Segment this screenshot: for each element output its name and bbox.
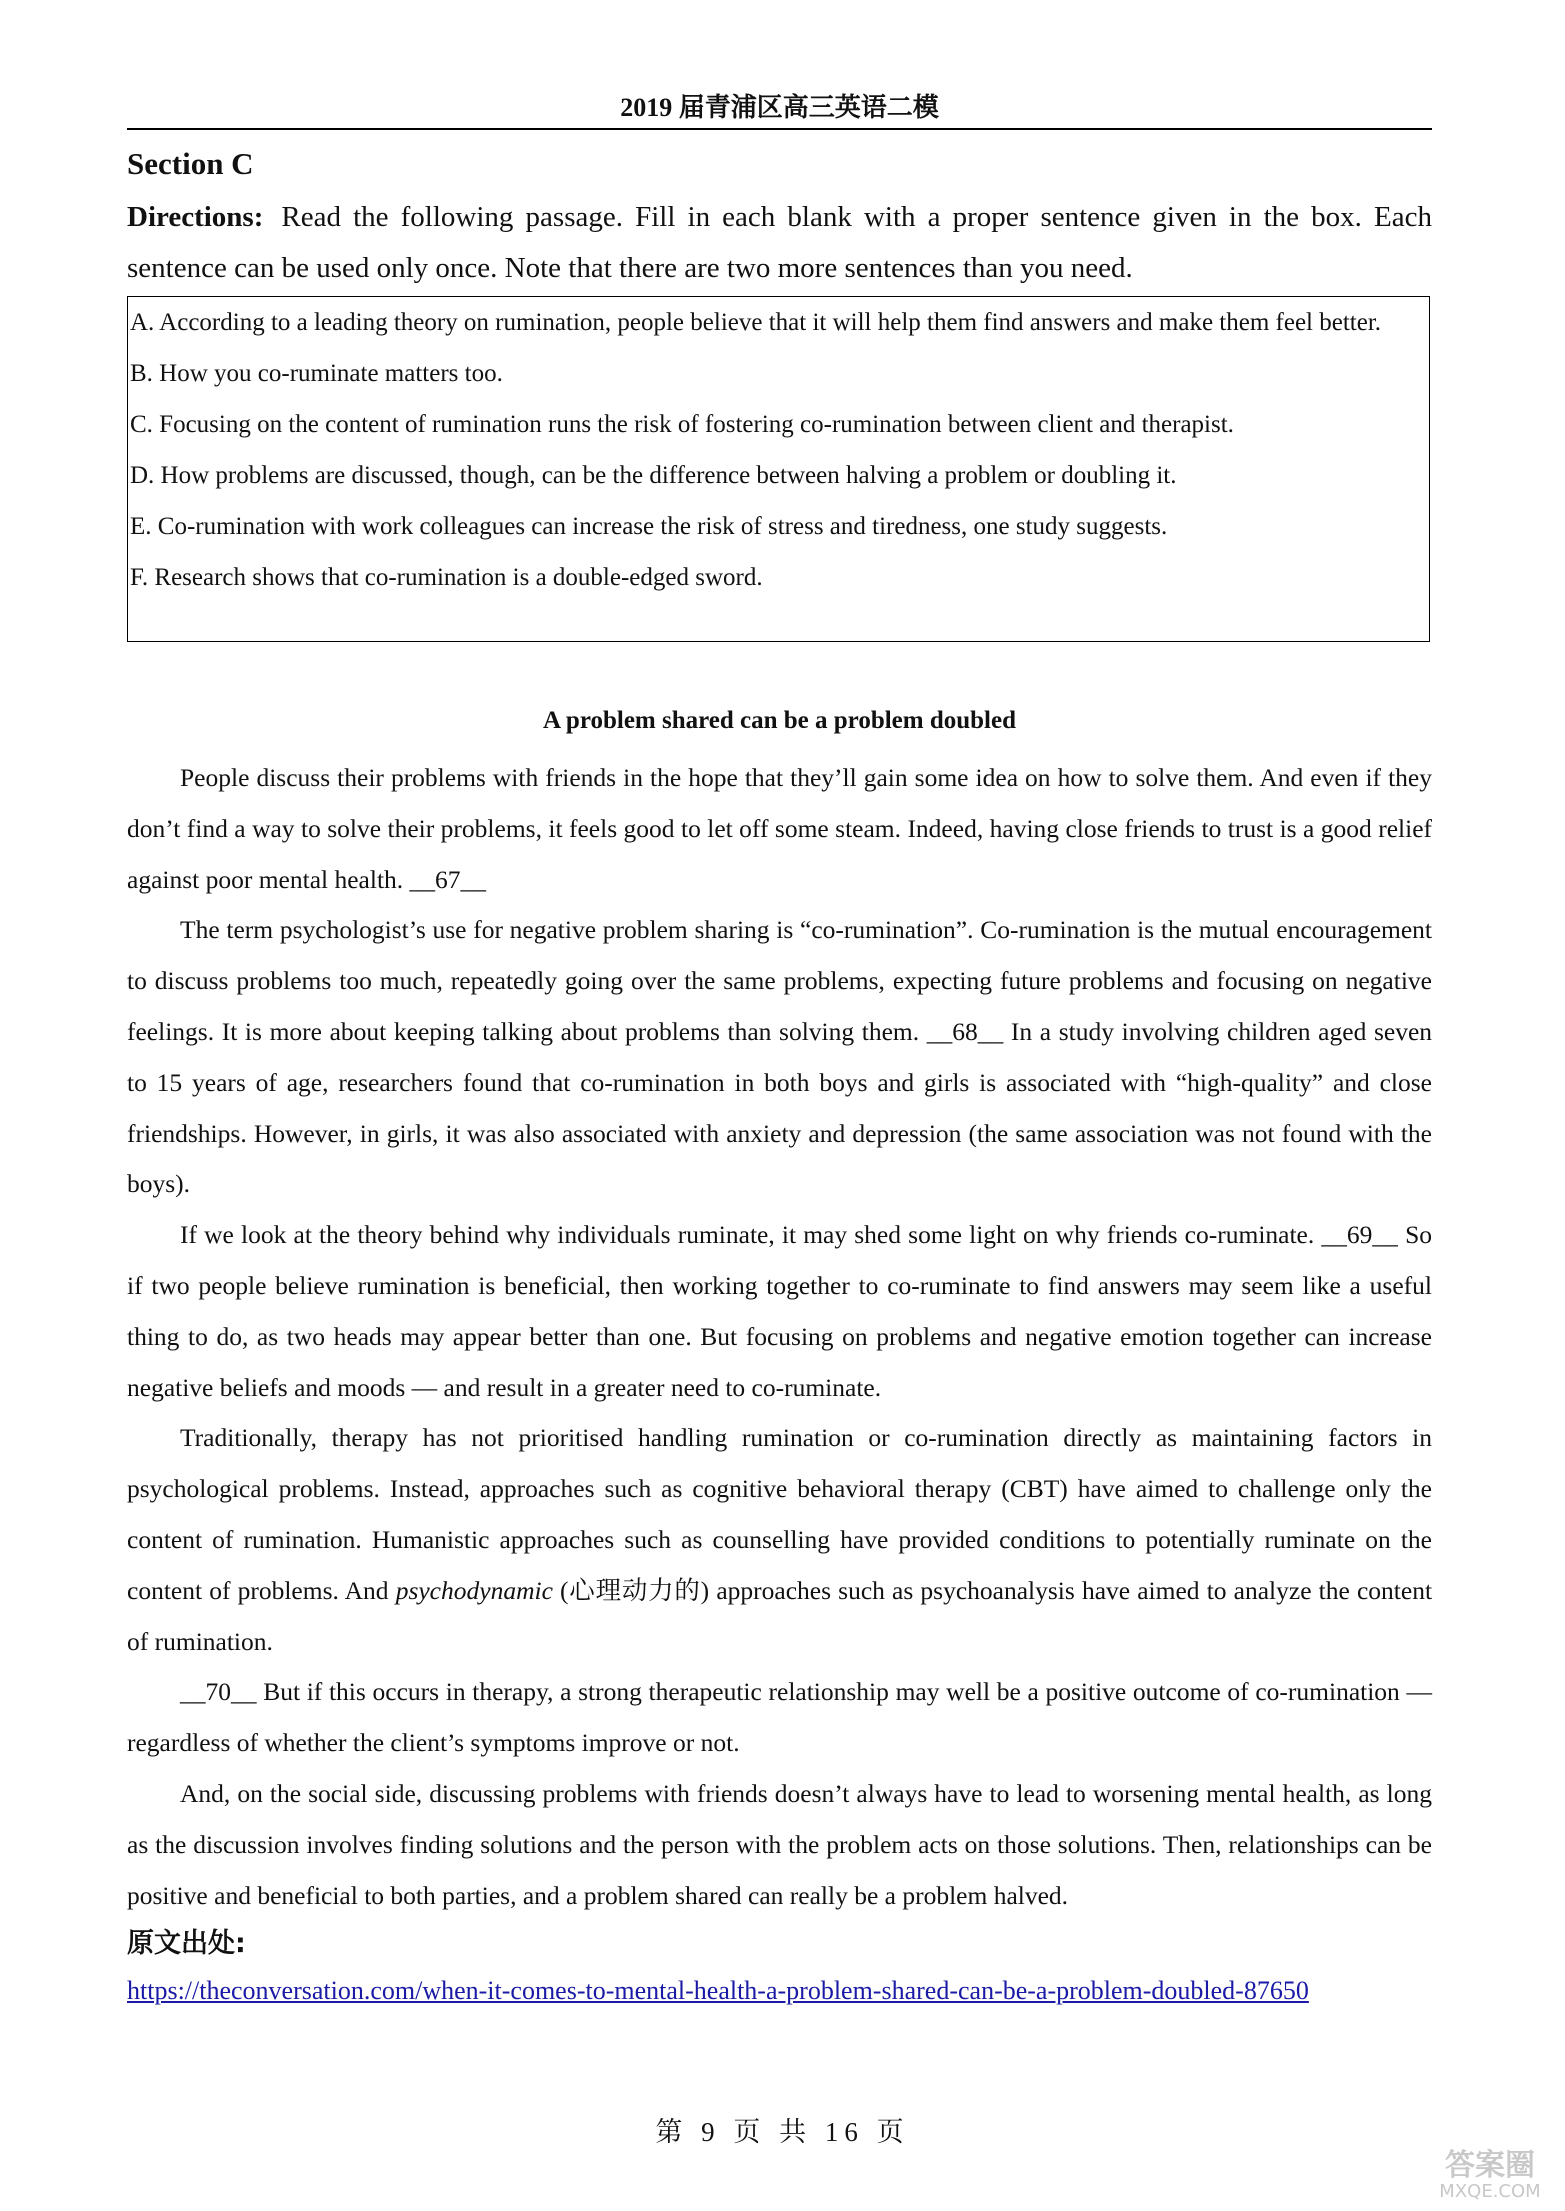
directions-label: Directions: — [127, 201, 264, 233]
paragraph-2-text-after: In a study involving children aged seven to 15 years of age, researchers found that co-rumination in both boys and girls is associated with “high-quality” and close friendships. However, in girls, it was also associated with anxiety and depression (the same association was not found with the boys). — [127, 1016, 1433, 1199]
paragraph-4 — [127, 1413, 1432, 1667]
paragraph-2-text-before: The term psychologist’s use for negative problem sharing is “co-rumination”. Co-rumination is the mutual encouragement to discuss problems too much, repeatedly going over the same problems, expecting future problems and focusing on negative feelings. It is more about keeping talking about problems than solving them. — [127, 915, 1432, 1046]
article-title: A problem shared can be a problem doubled — [543, 707, 1016, 734]
paragraph-4-gloss: (心理动力的) — [560, 1575, 710, 1605]
paragraph-2 — [127, 905, 1432, 1210]
watermark-bottom-text: MXQE.COM — [1439, 2181, 1541, 2202]
paragraph-4-text-after: approaches such as psychoanalysis have aimed to analyze the content of rumination. — [127, 1575, 1433, 1656]
options-box — [127, 296, 1430, 642]
option-a: A. According to a leading theory on rumination, people believe that it will help them find answers and make them feel better. — [130, 309, 1382, 336]
watermark-top-text: 答案圈 — [1445, 2148, 1535, 2183]
option-f: F. Research shows that co-rumination is a double-edged sword. — [130, 564, 763, 591]
source-label: 原文出处: — [127, 1928, 246, 1959]
blank-69: __69__ — [1321, 1220, 1398, 1250]
paragraph-4-text-before: Traditionally, therapy has not prioritised handling rumination or co-rumination directly as maintaining factors in psychological problems. Instead, approaches such as cognitive behavioral therapy (CBT) have aimed to challenge only the content of rumination. Humanistic approaches such as counselling have provided conditions to potentially ruminate on the content of problems. And — [127, 1423, 1432, 1605]
paragraph-1 — [127, 753, 1432, 905]
article-body — [127, 753, 1432, 1921]
watermark-logo — [1420, 2150, 1560, 2206]
paragraph-3-text-before: If we look at the theory behind why individuals ruminate, it may shed some light on why friends co-ruminate. — [180, 1220, 1315, 1250]
paragraph-5 — [127, 1667, 1432, 1769]
header-title: 2019 届青浦区高三英语二模 — [620, 93, 939, 122]
blank-68: __68__ — [926, 1016, 1004, 1046]
option-e: E. Co-rumination with work colleagues can increase the risk of stress and tiredness, one study suggests. — [130, 513, 1168, 540]
page-footer: 第 9 页 共 16 页 — [655, 2117, 910, 2147]
paragraph-3-text-after: So if two people believe rumination is beneficial, then working together to co-ruminate to find answers may seem like a useful thing to do, as two heads may appear better than one. But focusing on problems and negative emotion together can increase negative beliefs and moods — and result in a greater need to co-ruminate. — [127, 1220, 1433, 1402]
paragraph-3 — [127, 1210, 1432, 1413]
option-b: B. How you co-ruminate matters too. — [130, 360, 503, 387]
page-header — [127, 88, 1432, 130]
option-c: C. Focusing on the content of rumination runs the risk of fostering co-rumination between client and therapist. — [130, 411, 1234, 438]
paragraph-4-italic-term: psychodynamic — [395, 1575, 553, 1605]
directions — [127, 192, 1432, 294]
source-link[interactable]: https://theconversation.com/when-it-comes-to-mental-health-a-problem-shared-can-be-a-problem-doubled-87650 — [127, 1976, 1309, 2005]
directions-text: Read the following passage. Fill in each blank with a proper sentence given in the box. Each sentence can be used only once. Note that there are two more sentences than you need. — [127, 201, 1432, 284]
paragraph-6 — [127, 1769, 1432, 1921]
paragraph-6-text: And, on the social side, discussing problems with friends doesn’t always have to lead to worsening mental health, as long as the discussion involves finding solutions and the person with the problem acts on those solutions. Then, relationships can be positive and beneficial to both parties, and a problem shared can really be a problem halved. — [127, 1778, 1432, 1910]
blank-67: __67__ — [409, 864, 487, 894]
section-title: Section C — [127, 146, 254, 181]
paragraph-1-text: People discuss their problems with friends in the hope that they’ll gain some idea on how to solve them. And even if they don’t find a way to solve their problems, it feels good to let off some steam. Indeed, having close friends to trust is a good relief against poor mental health. — [127, 763, 1432, 894]
blank-70: __70__ — [180, 1677, 257, 1707]
option-d: D. How problems are discussed, though, can be the difference between halving a problem or doubling it. — [130, 462, 1177, 489]
paragraph-5-text: But if this occurs in therapy, a strong therapeutic relationship may well be a positive outcome of co-rumination — regardless of whether the client’s symptoms improve or not. — [127, 1677, 1432, 1758]
